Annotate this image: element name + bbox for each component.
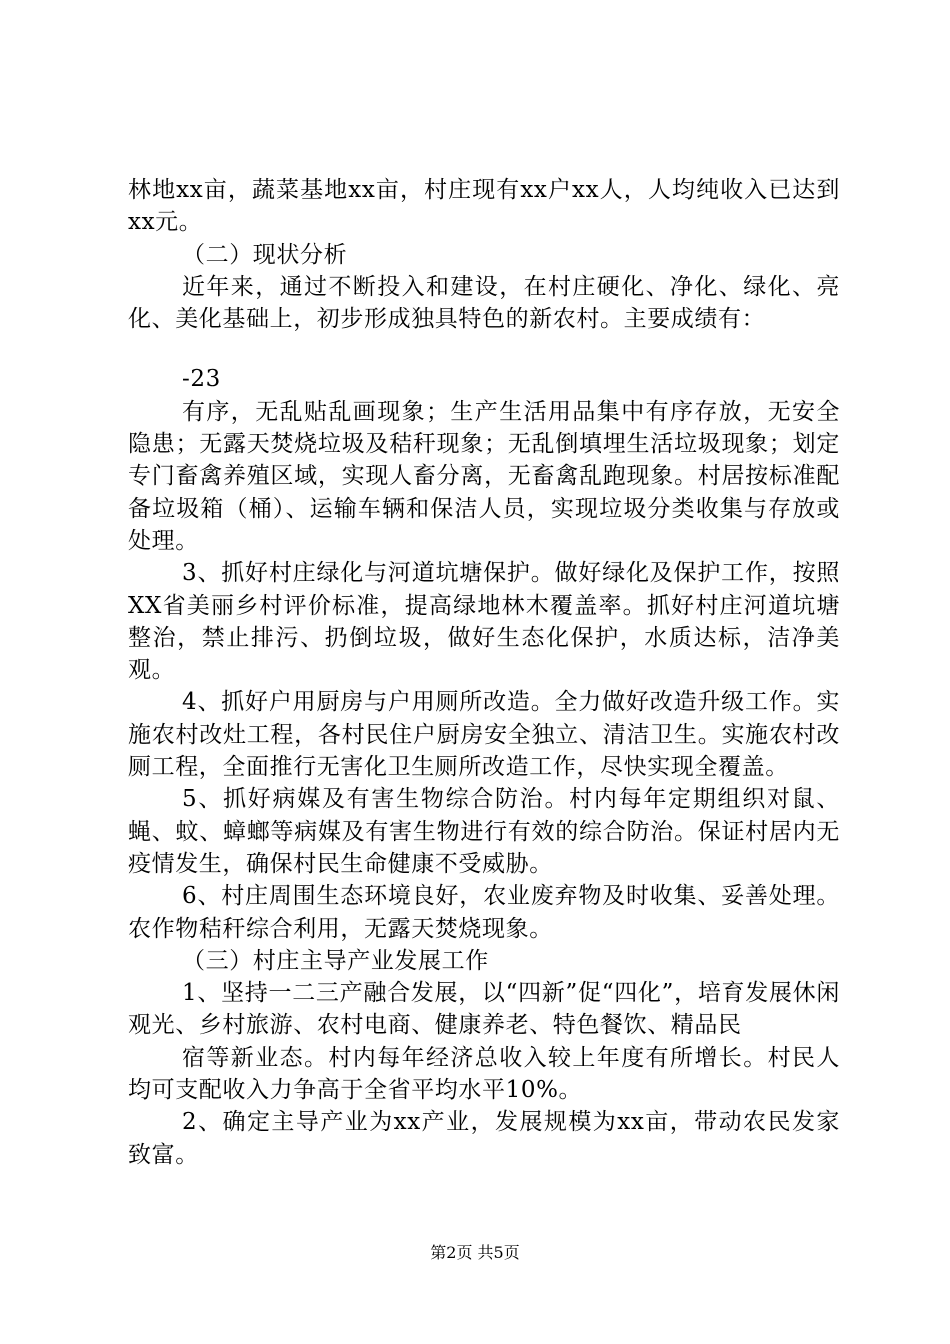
paragraph-industry-item-1: 1、坚持一二三产融合发展，以“四新”促“四化”，培育发展休闲观光、乡村旅游、农村电商、健康养老、特色餐饮、精品民 — [128, 980, 840, 1039]
document-body — [128, 174, 840, 1171]
paragraph-industry-item-2: 2、确定主导产业为xx产业，发展规模为xx亩，带动农民发家致富。 — [128, 1109, 840, 1168]
paragraph-orderly-environment: 有序，无乱贴乱画现象；生产生活用品集中有序存放，无安全隐患；无露天焚烧垃圾及秸秆现象；无乱倒填埋生活垃圾现象；划定专门畜禽养殖区域，实现人畜分离，无畜禽乱跑现象。村居按标准配备垃圾箱（桶）、运输车辆和保洁人员，实现垃圾分类收集与存放或处理。 — [128, 398, 840, 554]
paragraph-land-stats: 林地xx亩，蔬菜基地xx亩，村庄现有xx户xx人，人均纯收入已达到xx元。 — [128, 177, 840, 236]
paragraph-item-5-pest-control: 5、抓好病媒及有害生物综合防治。村内每年定期组织对鼠、蝇、蚊、蟑螂等病媒及有害生物进行有效的综合防治。保证村居内无疫情发生，确保村民生命健康不受威胁。 — [128, 786, 840, 877]
section-heading-industry: （三）村庄主导产业发展工作 — [182, 947, 489, 974]
paragraph-item-4-kitchen-toilet: 4、抓好户用厨房与户用厕所改造。全力做好改造升级工作。实施农村改灶工程，各村民住户厨房安全独立、清洁卫生。实施农村改厕工程，全面推行无害化卫生厕所改造工作，尽快实现全覆盖。 — [128, 689, 840, 781]
paragraph-item-6-ecology: 6、村庄周围生态环境良好，农业废弃物及时收集、妥善处理。农作物秸秆综合利用，无露天焚烧现象。 — [128, 883, 840, 942]
page-footer: 第2页 共5页 — [430, 1243, 520, 1262]
section-heading-status-analysis: （二）现状分析 — [182, 241, 348, 268]
paragraph-industry-item-1-cont: 宿等新业态。村内每年经济总收入较上年度有所增长。村民人均可支配收入力争高于全省平均水平10%。 — [128, 1044, 840, 1104]
paragraph-item-3-greening: 3、抓好村庄绿化与河道坑塘保护。做好绿化及保护工作，按照XX省美丽乡村评价标准，提高绿地林木覆盖率。抓好村庄河道坑塘整治，禁止排污、扔倒垃圾，做好生态化保护，水质达标，洁净美观。 — [128, 560, 840, 684]
paragraph-recent-achievements: 近年来，通过不断投入和建设，在村庄硬化、净化、绿化、亮化、美化基础上，初步形成独具特色的新农村。主要成绩有： — [128, 273, 840, 333]
page-fragment-number: -23 — [182, 366, 221, 393]
